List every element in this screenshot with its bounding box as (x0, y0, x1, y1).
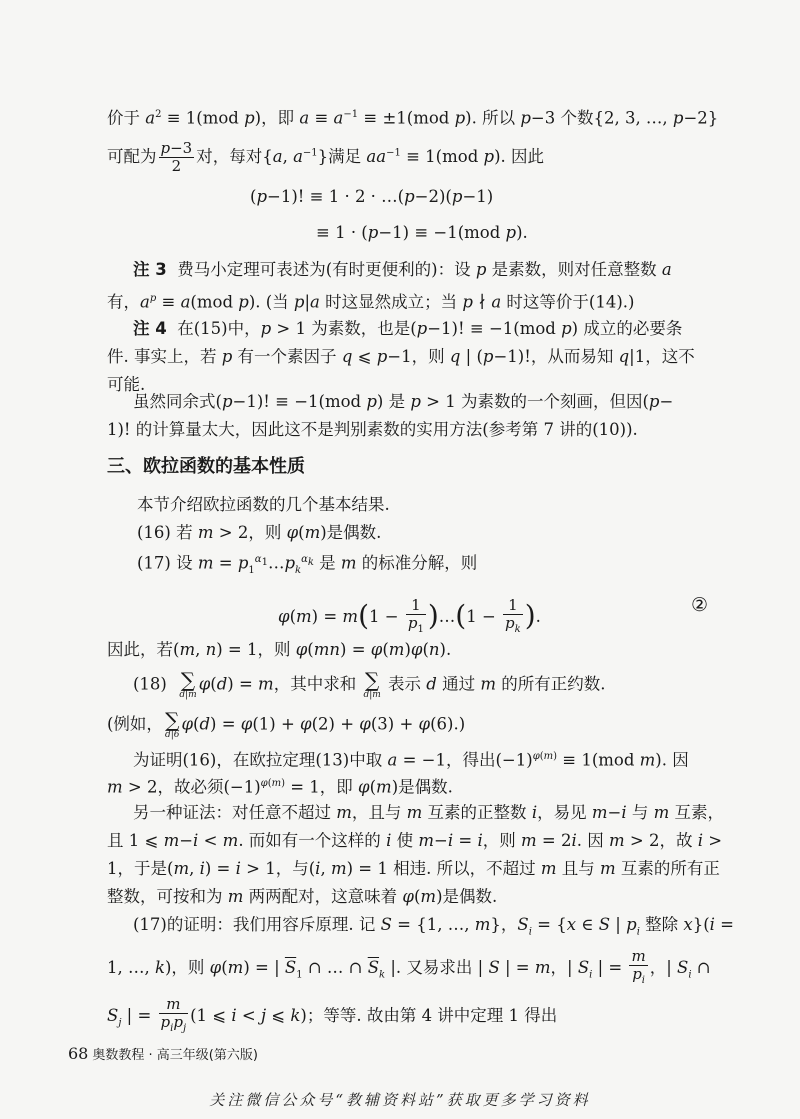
text-line: 虽然同余式(p−1)! ≡ −1(mod p) 是 p > 1 为素数的一个刻画，但因(p− (133, 392, 674, 411)
text-line: 为证明(16)，在欧拉定理(13)中取 a = −1，得出$(-1)^{\varphi(m)} \equiv 1(mod$ m). 因 (133, 750, 689, 770)
text-line: 且 1 ⩽ m−i < m. 而如有一个这样的 i 使 m−i = i，则 m = 2i. 因 m > 2，故 i > (107, 831, 723, 850)
text-line: 因此，若(m, n) = 1，则 φ(mn) = φ(m)φ(n). (107, 640, 452, 659)
text-line: 可能. (107, 375, 146, 394)
note-4: 注 4 在(15)中，p > 1 为素数，也是(p−1)! ≡ −1(mod p) 成立的必要条 (133, 319, 683, 338)
text-line: (18) ∑ d|m φ(d) = m，其中求和 ∑ d|m 表示 d 通过 m 的所有正约数. (133, 668, 606, 700)
section-heading: 三、欧拉函数的基本性质 (107, 456, 305, 477)
text-line: m > 2，故必须$(-1)^{\varphi(m)} = 1$，即 φ(m)是偶数. (107, 777, 453, 797)
text-line: $S_j$ | = $\frac{m}{p_ip_j}$ (1 ⩽ i < j ⩽ k)；等等. 故由第 4 讲中定理 1 得出 (107, 996, 800, 1037)
fraction: $\frac{1}{p_k}$ (505, 596, 521, 635)
display-equation: (p−1)! ≡ 1 · 2 · …(p−2)(p−1) (250, 187, 494, 206)
fraction: $\frac{p-3}{2}$ (160, 139, 193, 175)
page-number: 68 (68, 1044, 89, 1063)
fraction: $\frac{m}{p_i}$ (631, 947, 646, 986)
note-label: 注 4 (133, 319, 167, 338)
book-title: 奥数教程 · 高三年级(第六版) (92, 1048, 258, 1063)
text-line: 本节介绍欧拉函数的几个基本结果. (137, 495, 390, 514)
text-line: 整数，可按和为 m 两两配对，这意味着 φ(m)是偶数. (107, 887, 498, 906)
text-line: 另一种证法：对任意不超过 m，且与 m 互素的正整数 i，易见 m−i 与 m 互素， (133, 803, 725, 822)
text-line: (例如， ∑ d|6 φ(d) = φ(1) + φ(2) + φ(3) + φ(6).) (107, 708, 466, 740)
sum-symbol: ∑ d|m (179, 668, 197, 700)
watermark-text: 关注微信公众号“教辅资料站”获取更多学习资料 (209, 1091, 591, 1109)
note-label: 注 3 (133, 260, 167, 279)
equation-number: ② (690, 594, 708, 616)
text-line: (17) 设 $m = p_1^{\alpha_1}\dots p_k^{\alpha_k}$ 是 m 的标准分解，则 (137, 553, 478, 576)
sum-symbol: ∑ d|m (363, 668, 381, 700)
text-line: 1)! 的计算量太大，因此这不是判别素数的实用方法(参考第 7 讲的(10)). (107, 420, 638, 439)
fraction: $\frac{1}{p_1}$ (407, 596, 424, 635)
text-line: 件. 事实上，若 p 有一个素因子 q ⩽ p−1，则 q | (p−1)!，从而易知 q|1，这不 (107, 347, 695, 366)
sum-symbol: ∑ d|6 (164, 708, 180, 740)
text-line: 价于 $a^2 \equiv 1(mod$ p)，即 $a \equiv a^{-1} \equiv \pm 1(mod$ p). 所以 p−3 个数{2, 3, …, p−2} (107, 108, 719, 128)
text-line: 1，于是(m, i) = i > 1，与(i, m) = 1 相违. 所以，不超过 m 且与 m 互素的所有正 (107, 859, 720, 878)
text-line: 可配为 $\frac{p-3}{2}$ 对，每对{a, $a^{-1}$}满足 $aa^{-1} \equiv 1(mod$ p). 因此 (107, 139, 544, 175)
note-3: 注 3 费马小定理可表述为(有时更便利的)：设 p 是素数，则对任意整数 a (133, 260, 672, 279)
text-line: 有，$a^p \equiv a(mod$ p). (当 p|a 时这显然成立；当 p ∤ a 时这等价于(14).) (107, 292, 635, 312)
text-line: (16) 若 m > 2，则 φ(m)是偶数. (137, 523, 382, 542)
display-equation: φ(m) = m(1 − $\frac{1}{p_1}$ )…(1 − $\frac{1}{p_k}$ ). (278, 597, 800, 638)
text-line: (17)的证明：我们用容斥原理. 记 S = {1, …, m}，$S_i = \{x$ ∈ S | $p_i$ 整除 x}(i = (133, 915, 734, 938)
page-footer (68, 1044, 258, 1063)
fraction: $\frac{m}{p_ip_j}$ (160, 995, 187, 1034)
display-equation: ≡ 1 · (p−1) ≡ −1(mod p). (316, 223, 528, 242)
text-line: 1, …, k)，则 φ(m) = | $\overline{S}_1$ ∩ … ∩ $\overline{S}_k$ |. 又易求出 | S | = m，| $S_i$ | = $\frac{m}{p_i}$ ，| $S_i$ ∩ (107, 948, 800, 989)
